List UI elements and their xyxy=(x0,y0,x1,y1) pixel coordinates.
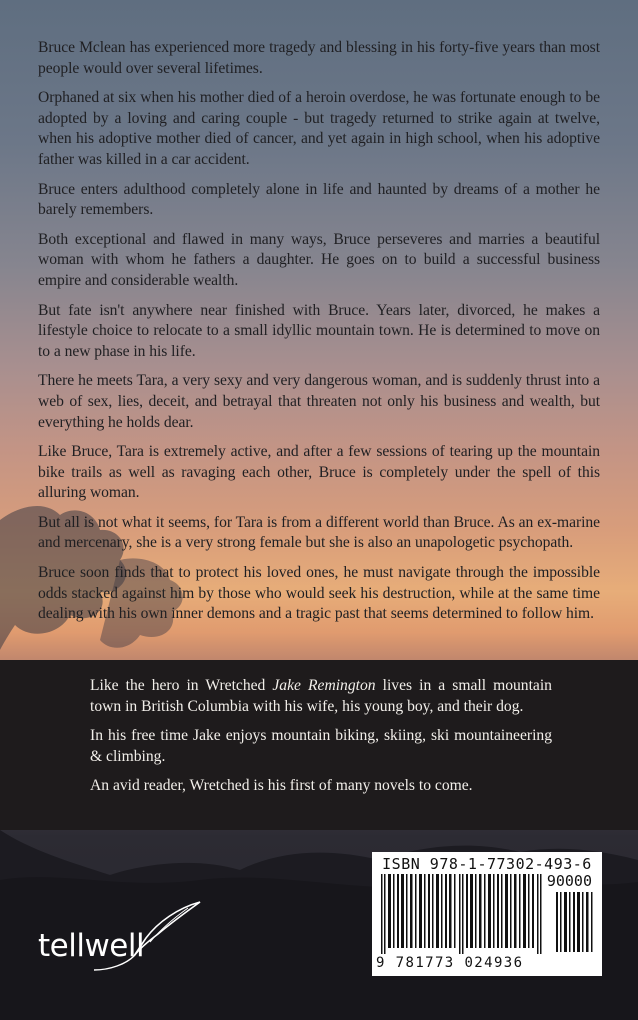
author-bio-hobbies: In his free time Jake enjoys mountain biking, skiing, ski mountaineering & climbing. xyxy=(90,727,552,765)
author-bio-closing: An avid reader, Wretched is his first of many novels to come. xyxy=(90,777,473,795)
blurb-paragraph: But fate isn't anywhere near finished with Bruce. Years later, divorced, he makes a lifestyle choice to relocate to a small idyllic mountain town. He is determined to move on to a new phase in his life. xyxy=(38,301,600,360)
publisher-logo-text: tellwell xyxy=(38,928,145,964)
blurb-paragraph: Bruce soon finds that to protect his loved ones, he must navigate through the impossible odds stacked against him by those who would seek his destruction, while at the same time dealing with his own inner demons and a tragic past that seems determined to follow him. xyxy=(38,564,600,623)
barcode-bars xyxy=(379,874,549,956)
blurb-paragraph: There he meets Tara, a very sexy and very dangerous woman, and is suddenly thrust into a web of sex, lies, deceit, and betrayal that threaten not only his business and wealth, but everything he holds dear. xyxy=(38,372,600,431)
bio-intro-after: lives in a small mountain town in British Columbia with his wife, his young boy, and their dog. xyxy=(90,677,552,715)
blurb xyxy=(38,38,600,634)
author-bio xyxy=(90,676,552,806)
isbn-barcode xyxy=(372,852,602,976)
price-barcode-bars xyxy=(555,892,597,952)
blurb-paragraph: Both exceptional and flawed in many ways, Bruce perseveres and marries a beautiful woman with whom he fathers a daughter. He goes on to build a successful business empire and considerable wealth. xyxy=(38,230,600,289)
ean-digits: 9 781773 024936 xyxy=(376,955,524,971)
blurb-paragraph: But all is not what it seems, for Tara is from a different world than Bruce. As an ex-marine and mercenary, she is a very strong female but she is also an unapologetic psychopath. xyxy=(38,513,600,552)
isbn-label: ISBN 978-1-77302-493-6 xyxy=(382,855,592,873)
author-name: Jake Remington xyxy=(272,677,376,694)
blurb-paragraph: Bruce enters adulthood completely alone in life and haunted by dreams of a mother he barely remembers. xyxy=(38,180,600,219)
bio-intro-before: Like the hero in Wretched xyxy=(90,677,273,694)
price-code: 90000 xyxy=(546,872,592,890)
blurb-paragraph: Bruce Mclean has experienced more tragedy and blessing in his forty-five years than most people would over several lifetimes. xyxy=(38,39,600,77)
blurb-paragraph: Like Bruce, Tara is extremely active, and after a few sessions of tearing up the mountain bike trails as well as ravaging each other, Bruce is completely under the spell of this alluring woman. xyxy=(38,443,600,502)
blurb-paragraph: Orphaned at six when his mother died of a heroin overdose, he was fortunate enough to be adopted by a loving and caring couple - but tragedy returned to strike again at twelve, when his adoptive mother died of cancer, and yet again in high school, when his adoptive father was killed in a car accident. xyxy=(38,89,600,168)
author-bio-intro xyxy=(90,676,552,717)
publisher-logo xyxy=(38,898,208,988)
